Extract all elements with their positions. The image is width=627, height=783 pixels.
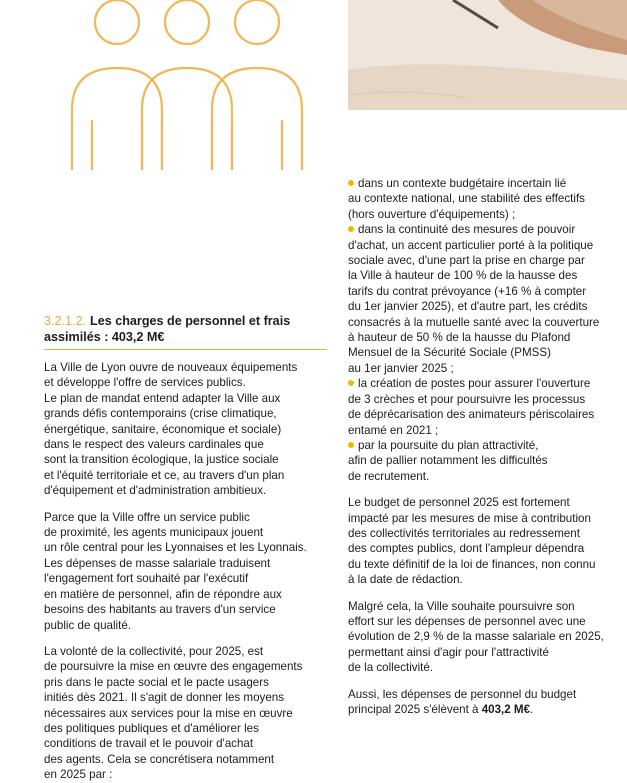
list-item: dans la continuité des mesures de pouvoir d'achat, un accent particulier porté à la politique sociale avec, d'une part la prise en charge par la Ville à hauteur de 100 % de la hausse des tarifs du contrat prévoyance (+16 % à compter du 1er janvier 2025), et d'autre part, les crédits consacrés à la mutuelle santé avec la couverture à hauteur de 50 % de la hausse du Plafond Mensuel de la Sécurité Sociale (PMSS) au 1er janvier 2025 ; <box>348 223 600 375</box>
paragraph-volonte: La volonté de la collectivité, pour 2025, est de poursuivre la mise en œuvre des engagements pris dans le pacte social et le pacte usagers initiés dès 2021. Il s'agit de donner les moyens nécessaires aux services pour la mise en œuvre des politiques publiques et d'améliorer les conditions de travail et le pouvoir d'achat des agents. Cela se concrétisera notamment en 2025 par : <box>44 644 303 782</box>
bullet-dot-icon <box>348 442 354 448</box>
photo-hand-writing-graphic <box>348 0 627 110</box>
paragraph-equipements: La Ville de Lyon ouvre de nouveaux équipements et développe l'offre de services publics. Le plan de mandat entend adapter la Ville aux grands défis contemporains (crise climatique, énergétique, sanitaire, économique et sociale) dans le respect des valeurs cardinales que sont la transition écologique, la justice sociale et l'équité territoriale et ce, au travers d'un plan d'équipement et d'administration ambitieux. <box>44 361 298 498</box>
total-amount: 403,2 M€ <box>481 703 531 716</box>
bullet-dot-icon <box>348 226 354 232</box>
paragraph-total: Aussi, les dépenses de personnel du budget principal 2025 s'élèvent à 403,2 M€. <box>348 687 577 716</box>
paragraph-effort: Malgré cela, la Ville souhaite poursuivre son effort sur les dépenses de personnel avec une évolution de 2,9 % de la masse salariale en 2025, permettant ainsi d'agir pour l'attractivité de la collectivité. <box>348 599 604 675</box>
list-item: par la poursuite du plan attractivité, afin de pallier notamment les difficultés de recrutement. <box>348 438 548 483</box>
section-number: 3.2.1.2. <box>44 314 87 328</box>
paragraph-service-public: Parce que la Ville offre un service public de proximité, les agents municipaux jouent un rôle central pour les Lyonnaises et les Lyonnais. Les dépenses de masse salariale traduisent l'engagement fort souhaité par l'exécutif en matière de personnel, afin de répondre aux besoins des habitants au travers d'un service public de qualité. <box>44 510 307 632</box>
section-title: Les charges de personnel et frais assimilés : 403,2 M€ <box>44 314 291 344</box>
paragraph-budget-impact: Le budget de personnel 2025 est fortement impacté par les mesures de mise à contribution des collectivités territoriales au redressement des comptes publics, dont l'ampleur dépendra du texte définitif de la loi de finances, non connu à la date de rédaction. <box>348 496 596 587</box>
list-item: la création de postes pour assurer l'ouverture de 3 crèches et pour poursuivre les processus de déprécarisation des animateurs périscolaires entamé en 2021 ; <box>348 377 595 437</box>
person-head-center <box>165 0 209 44</box>
left-column <box>44 360 336 783</box>
photo-hand-writing <box>348 0 627 110</box>
person-head-left <box>95 0 139 44</box>
right-column <box>348 176 627 717</box>
bullet-list <box>348 176 627 484</box>
person-head-right <box>235 0 279 44</box>
bullet-dot-icon <box>348 380 354 386</box>
people-illustration <box>62 0 312 170</box>
list-item: dans un contexte budgétaire incertain lié au contexte national, une stabilité des effectifs (hors ouverture d'équipements) ; <box>348 177 585 221</box>
bullet-dot-icon <box>348 180 354 186</box>
heading-divider <box>44 349 327 350</box>
section-heading <box>44 313 306 345</box>
